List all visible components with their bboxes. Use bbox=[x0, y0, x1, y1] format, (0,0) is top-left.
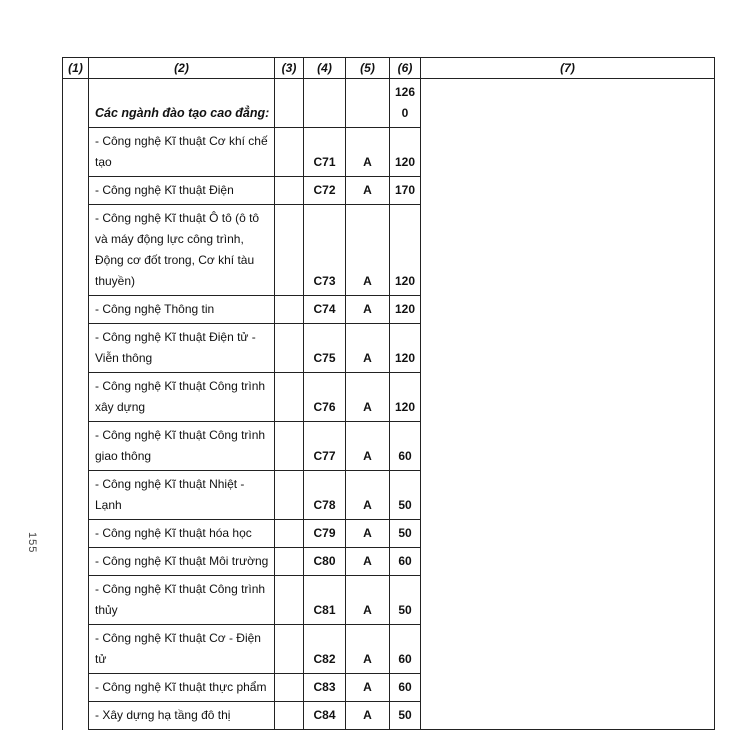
cell-col-1 bbox=[63, 177, 89, 205]
cell-quota: 60 bbox=[390, 548, 421, 576]
cell-major-name: Các ngành đào tạo cao đẳng: bbox=[89, 79, 275, 128]
cell-quota: 50 bbox=[390, 702, 421, 730]
cell-col-3 bbox=[275, 674, 304, 702]
cell-major-code: C72 bbox=[304, 177, 346, 205]
cell-col-1 bbox=[63, 128, 89, 177]
cell-major-code bbox=[304, 79, 346, 128]
header-col-1: (1) bbox=[63, 58, 89, 79]
cell-col-3 bbox=[275, 324, 304, 373]
cell-exam-block: A bbox=[346, 576, 390, 625]
cell-exam-block: A bbox=[346, 177, 390, 205]
cell-major-name: - Công nghệ Thông tin bbox=[89, 296, 275, 324]
cell-major-name: - Công nghệ Kĩ thuật Ô tô (ô tô và máy động lực công trình, Động cơ đốt trong, Cơ khí tàu thuyền) bbox=[89, 205, 275, 296]
majors-table bbox=[62, 57, 715, 730]
cell-major-code: C78 bbox=[304, 471, 346, 520]
cell-col-3 bbox=[275, 205, 304, 296]
header-col-7: (7) bbox=[421, 58, 715, 79]
cell-major-code: C82 bbox=[304, 625, 346, 674]
table-body bbox=[63, 79, 715, 730]
cell-col-3 bbox=[275, 128, 304, 177]
cell-major-name: - Công nghệ Kĩ thuật Điện tử - Viễn thông bbox=[89, 324, 275, 373]
cell-quota: 60 bbox=[390, 422, 421, 471]
cell-major-code: C76 bbox=[304, 373, 346, 422]
cell-major-code: C74 bbox=[304, 296, 346, 324]
cell-quota: 50 bbox=[390, 520, 421, 548]
cell-major-name: - Công nghệ Kĩ thuật Công trình thủy bbox=[89, 576, 275, 625]
header-col-3: (3) bbox=[275, 58, 304, 79]
cell-col-3 bbox=[275, 373, 304, 422]
cell-quota: 60 bbox=[390, 674, 421, 702]
cell-col-1 bbox=[63, 471, 89, 520]
cell-col-3 bbox=[275, 520, 304, 548]
cell-col-7 bbox=[421, 79, 715, 730]
header-col-5: (5) bbox=[346, 58, 390, 79]
cell-major-code: C71 bbox=[304, 128, 346, 177]
cell-col-3 bbox=[275, 177, 304, 205]
cell-quota: 120 bbox=[390, 296, 421, 324]
cell-col-3 bbox=[275, 702, 304, 730]
cell-exam-block: A bbox=[346, 324, 390, 373]
cell-col-3 bbox=[275, 471, 304, 520]
cell-exam-block: A bbox=[346, 625, 390, 674]
cell-col-1 bbox=[63, 296, 89, 324]
cell-quota: 170 bbox=[390, 177, 421, 205]
cell-exam-block: A bbox=[346, 422, 390, 471]
cell-quota: 60 bbox=[390, 625, 421, 674]
cell-exam-block: A bbox=[346, 205, 390, 296]
header-col-6: (6) bbox=[390, 58, 421, 79]
cell-major-code: C83 bbox=[304, 674, 346, 702]
cell-major-name: - Công nghệ Kĩ thuật Nhiệt - Lạnh bbox=[89, 471, 275, 520]
cell-col-1 bbox=[63, 674, 89, 702]
cell-col-1 bbox=[63, 548, 89, 576]
cell-exam-block: A bbox=[346, 702, 390, 730]
cell-major-name: - Xây dựng hạ tầng đô thị bbox=[89, 702, 275, 730]
cell-col-3 bbox=[275, 625, 304, 674]
cell-exam-block: A bbox=[346, 373, 390, 422]
cell-col-1 bbox=[63, 79, 89, 128]
cell-quota: 126 0 bbox=[390, 79, 421, 128]
cell-major-name: - Công nghệ Kĩ thuật Điện bbox=[89, 177, 275, 205]
cell-major-code: C80 bbox=[304, 548, 346, 576]
cell-col-1 bbox=[63, 702, 89, 730]
header-col-2: (2) bbox=[89, 58, 275, 79]
cell-major-name: - Công nghệ Kĩ thuật Môi trường bbox=[89, 548, 275, 576]
cell-col-3 bbox=[275, 548, 304, 576]
cell-major-name: - Công nghệ Kĩ thuật Cơ khí chế tạo bbox=[89, 128, 275, 177]
cell-col-1 bbox=[63, 625, 89, 674]
cell-col-3 bbox=[275, 296, 304, 324]
cell-quota: 120 bbox=[390, 128, 421, 177]
cell-col-1 bbox=[63, 422, 89, 471]
cell-exam-block: A bbox=[346, 471, 390, 520]
cell-major-name: - Công nghệ Kĩ thuật Cơ - Điện tử bbox=[89, 625, 275, 674]
cell-exam-block: A bbox=[346, 128, 390, 177]
cell-major-name: - Công nghệ Kĩ thuật hóa học bbox=[89, 520, 275, 548]
cell-exam-block bbox=[346, 79, 390, 128]
cell-major-code: C75 bbox=[304, 324, 346, 373]
cell-col-1 bbox=[63, 520, 89, 548]
cell-exam-block: A bbox=[346, 296, 390, 324]
cell-exam-block: A bbox=[346, 548, 390, 576]
cell-major-code: C84 bbox=[304, 702, 346, 730]
cell-major-code: C81 bbox=[304, 576, 346, 625]
cell-quota: 120 bbox=[390, 324, 421, 373]
cell-major-code: C73 bbox=[304, 205, 346, 296]
cell-quota: 120 bbox=[390, 205, 421, 296]
cell-col-1 bbox=[63, 324, 89, 373]
cell-col-1 bbox=[63, 373, 89, 422]
header-row bbox=[63, 58, 715, 79]
cell-quota: 50 bbox=[390, 471, 421, 520]
cell-col-1 bbox=[63, 576, 89, 625]
header-col-4: (4) bbox=[304, 58, 346, 79]
group-header-row bbox=[63, 79, 715, 128]
cell-col-1 bbox=[63, 205, 89, 296]
cell-major-name: - Công nghệ Kĩ thuật thực phẩm bbox=[89, 674, 275, 702]
cell-col-3 bbox=[275, 422, 304, 471]
cell-quota: 50 bbox=[390, 576, 421, 625]
page-number: 155 bbox=[26, 532, 38, 554]
cell-exam-block: A bbox=[346, 674, 390, 702]
cell-major-code: C79 bbox=[304, 520, 346, 548]
cell-quota: 120 bbox=[390, 373, 421, 422]
cell-col-3 bbox=[275, 576, 304, 625]
cell-major-name: - Công nghệ Kĩ thuật Công trình giao thông bbox=[89, 422, 275, 471]
cell-exam-block: A bbox=[346, 520, 390, 548]
cell-major-name: - Công nghệ Kĩ thuật Công trình xây dựng bbox=[89, 373, 275, 422]
cell-major-code: C77 bbox=[304, 422, 346, 471]
cell-col-3 bbox=[275, 79, 304, 128]
